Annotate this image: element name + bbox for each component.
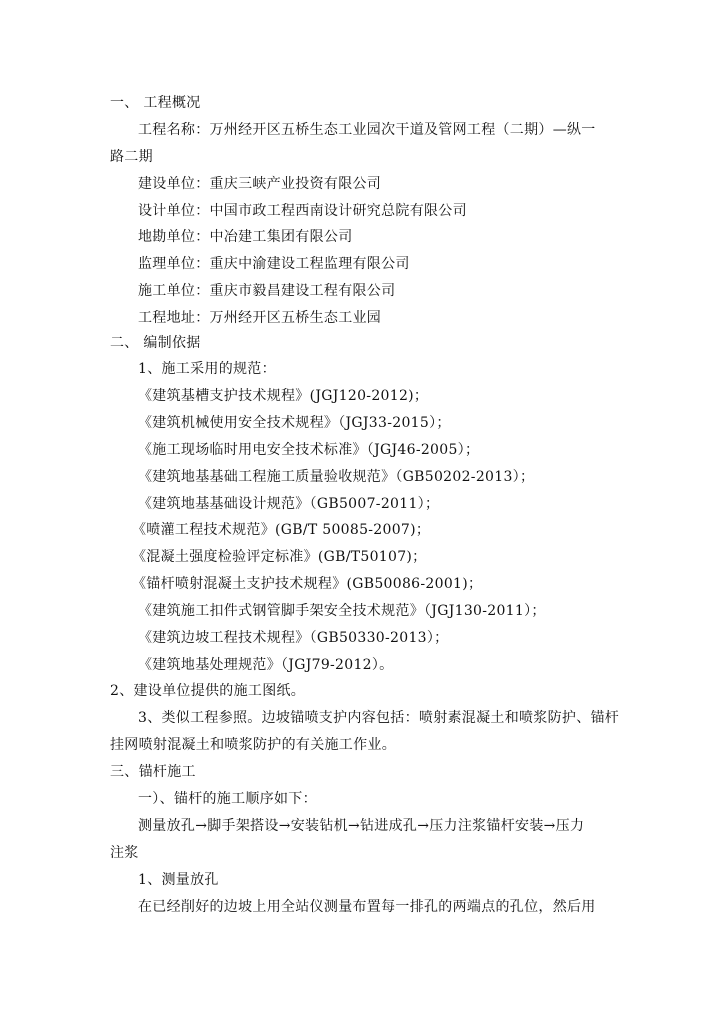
section-heading-overview: 一、 工程概况 xyxy=(110,95,201,111)
standard-item: 《建筑地基基础设计规范》（GB5007-2011）； xyxy=(138,496,440,512)
basis-item-3-continuation: 挂网喷射混凝土和喷浆防护的有关施工作业。 xyxy=(110,737,396,753)
construction-unit: 建设单位：重庆三峡产业投资有限公司 xyxy=(138,176,382,192)
anchor-sequence-steps: 测量放孔→脚手架搭设→安装钻机→钻进成孔→压力注浆锚杆安装→压力 xyxy=(138,818,585,834)
basis-item-2: 2、建设单位提供的施工图纸。 xyxy=(110,683,306,699)
basis-item-1: 1、施工采用的规范： xyxy=(138,361,276,377)
anchor-sequence-heading: 一）、锚杆的施工顺序如下： xyxy=(138,791,317,807)
standard-item: 《混凝土强度检验评定标准》(GB/T50107)； xyxy=(132,549,427,565)
project-name-continuation: 路二期 xyxy=(110,149,153,165)
standard-item: 《施工现场临时用电安全技术标准》（JGJ46-2005）； xyxy=(138,442,480,458)
standard-item: 《喷灌工程技术规范》(GB/T 50085-2007)； xyxy=(132,522,431,538)
project-address: 工程地址：万州经开区五桥生态工业园 xyxy=(138,310,382,326)
anchor-sequence-continuation: 注浆 xyxy=(110,845,139,861)
survey-unit: 地勘单位：中冶建工集团有限公司 xyxy=(138,229,353,245)
standard-item: 《建筑地基处理规范》（JGJ79-2012）。 xyxy=(138,657,394,673)
subsection-heading-survey: 1、测量放孔 xyxy=(138,872,219,888)
design-unit: 设计单位：中国市政工程西南设计研究总院有限公司 xyxy=(138,203,467,219)
standard-item: 《建筑机械使用安全技术规程》（JGJ33-2015）； xyxy=(138,415,451,431)
standard-item: 《建筑施工扣件式钢管脚手架安全技术规范》（JGJ130-2011）； xyxy=(138,603,546,619)
survey-paragraph: 在已经削好的边坡上用全站仪测量布置每一排孔的两端点的孔位，然后用 xyxy=(138,899,596,915)
section-heading-basis: 二、 编制依据 xyxy=(110,335,201,351)
project-name-line: 工程名称：万州经开区五桥生态工业园次干道及管网工程（二期）—纵一 xyxy=(138,122,596,138)
supervision-unit: 监理单位：重庆中渝建设工程监理有限公司 xyxy=(138,256,410,272)
standard-item: 《建筑边坡工程技术规程》（GB50330-2013）； xyxy=(138,630,449,646)
basis-item-3: 3、类似工程参照。边坡锚喷支护内容包括：喷射素混凝土和喷浆防护、锚杆 xyxy=(138,710,620,726)
standard-item: 《锚杆喷射混凝土支护技术规程》(GB50086-2001)； xyxy=(132,576,483,592)
standard-item: 《建筑基槽支护技术规程》(JGJ120-2012)； xyxy=(138,388,429,404)
standard-item: 《建筑地基基础工程施工质量验收规范》（GB50202-2013）； xyxy=(138,469,535,485)
contractor-unit: 施工单位：重庆市毅昌建设工程有限公司 xyxy=(138,283,396,299)
section-heading-anchor: 三、锚杆施工 xyxy=(110,764,196,780)
